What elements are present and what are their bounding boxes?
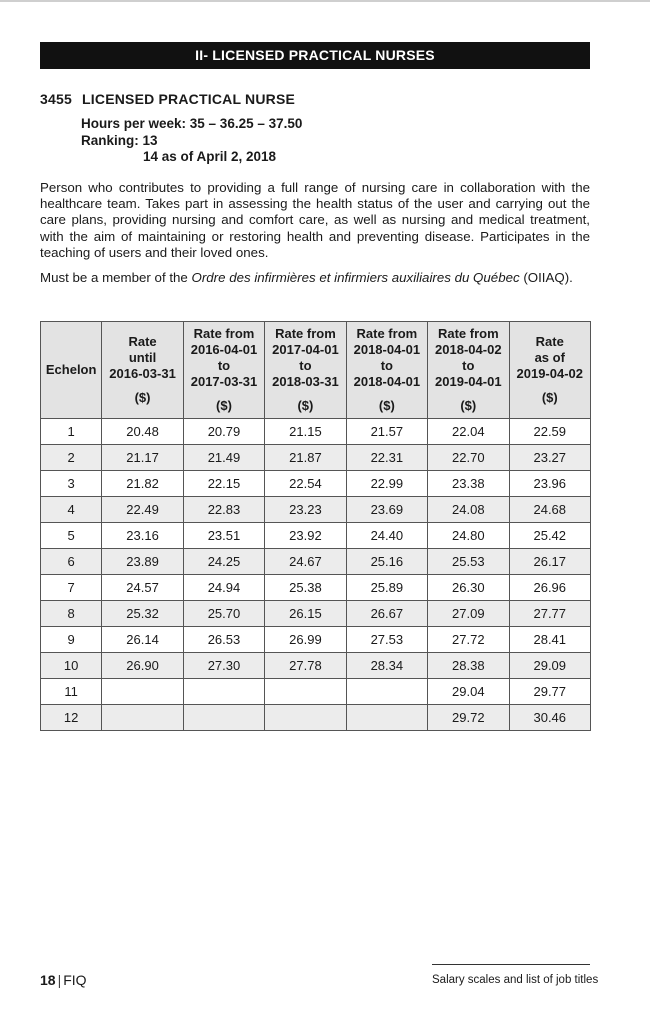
table-row bbox=[41, 445, 591, 471]
table-row bbox=[41, 419, 591, 445]
rate-cell: 25.16 bbox=[346, 549, 427, 575]
rate-cell: 23.89 bbox=[102, 549, 183, 575]
echelon-cell: 7 bbox=[41, 575, 102, 601]
rate-cell: 26.15 bbox=[265, 601, 346, 627]
echelon-cell: 12 bbox=[41, 705, 102, 731]
header-line: Rate bbox=[535, 334, 564, 349]
rate-cell: 24.57 bbox=[102, 575, 183, 601]
membership-order-name: Ordre des infirmières et infirmiers auxiliaires du Québec bbox=[191, 270, 520, 285]
rate-cell: 24.80 bbox=[428, 523, 509, 549]
rate-cell bbox=[102, 679, 183, 705]
rate-cell: 27.53 bbox=[346, 627, 427, 653]
rate-cell: 22.31 bbox=[346, 445, 427, 471]
echelon-cell: 10 bbox=[41, 653, 102, 679]
salary-rate-table bbox=[40, 321, 591, 731]
rate-cell: 29.72 bbox=[428, 705, 509, 731]
rate-cell: 23.69 bbox=[346, 497, 427, 523]
rate-cell: 20.48 bbox=[102, 419, 183, 445]
ranking: Ranking: 13 bbox=[81, 132, 158, 148]
header-unit: ($) bbox=[297, 398, 314, 413]
table-row bbox=[41, 549, 591, 575]
rate-cell: 22.59 bbox=[509, 419, 590, 445]
rate-cell: 23.27 bbox=[509, 445, 590, 471]
header-line: Rate from bbox=[437, 326, 499, 341]
rate-cell: 25.70 bbox=[183, 601, 264, 627]
header-line: Rate from bbox=[193, 326, 255, 341]
rate-cell: 26.99 bbox=[265, 627, 346, 653]
column-header-rate bbox=[428, 322, 509, 419]
rate-cell bbox=[183, 705, 264, 731]
rate-cell: 24.25 bbox=[183, 549, 264, 575]
document-title: Salary scales and list of job titles bbox=[432, 974, 599, 986]
job-code: 3455 bbox=[40, 91, 72, 107]
rate-cell: 23.23 bbox=[265, 497, 346, 523]
header-line: until bbox=[128, 350, 157, 365]
membership-suffix: (OIIAQ). bbox=[519, 270, 573, 285]
table-row bbox=[41, 497, 591, 523]
header-unit: ($) bbox=[134, 390, 151, 405]
table-row bbox=[41, 705, 591, 731]
rate-cell: 27.09 bbox=[428, 601, 509, 627]
rate-cell: 24.68 bbox=[509, 497, 590, 523]
header-line: 2018-04-01 bbox=[353, 374, 421, 389]
rate-cell: 25.42 bbox=[509, 523, 590, 549]
ranking-update: 14 as of April 2, 2018 bbox=[143, 149, 277, 164]
echelon-cell: 3 bbox=[41, 471, 102, 497]
rate-cell: 22.54 bbox=[265, 471, 346, 497]
echelon-cell: 11 bbox=[41, 679, 102, 705]
header-line: 2016-03-31 bbox=[109, 366, 176, 381]
rate-cell: 23.38 bbox=[428, 471, 509, 497]
job-heading bbox=[40, 91, 301, 107]
rate-cell: 25.89 bbox=[346, 575, 427, 601]
header-line: 2019-04-02 bbox=[516, 366, 583, 381]
rate-cell: 24.40 bbox=[346, 523, 427, 549]
rate-cell: 22.99 bbox=[346, 471, 427, 497]
table-row bbox=[41, 627, 591, 653]
rate-cell: 24.94 bbox=[183, 575, 264, 601]
rate-cell: 29.09 bbox=[509, 653, 590, 679]
column-header-rate bbox=[509, 322, 590, 419]
rate-cell: 23.96 bbox=[509, 471, 590, 497]
table-row bbox=[41, 601, 591, 627]
rate-cell: 28.41 bbox=[509, 627, 590, 653]
header-line: Rate bbox=[128, 334, 157, 349]
rate-cell: 21.87 bbox=[265, 445, 346, 471]
rate-cell: 27.78 bbox=[265, 653, 346, 679]
column-header-rate bbox=[183, 322, 264, 419]
echelon-cell: 4 bbox=[41, 497, 102, 523]
table-header-row bbox=[41, 322, 591, 419]
rate-cell: 22.70 bbox=[428, 445, 509, 471]
rate-cell: 26.53 bbox=[183, 627, 264, 653]
rate-cell: 30.46 bbox=[509, 705, 590, 731]
rate-cell: 25.32 bbox=[102, 601, 183, 627]
rate-cell bbox=[183, 679, 264, 705]
membership-prefix: Must be a member of the bbox=[40, 270, 192, 285]
header-line: 2017-04-01 bbox=[272, 342, 339, 357]
column-header-echelon: Echelon bbox=[41, 322, 102, 419]
rate-cell bbox=[265, 705, 346, 731]
column-header-rate bbox=[265, 322, 346, 419]
rate-cell: 21.15 bbox=[265, 419, 346, 445]
header-line: Rate from bbox=[356, 326, 418, 341]
rate-cell: 23.51 bbox=[183, 523, 264, 549]
membership-requirement bbox=[40, 270, 590, 286]
table-row bbox=[41, 679, 591, 705]
rate-cell: 29.77 bbox=[509, 679, 590, 705]
section-banner: II- LICENSED PRACTICAL NURSES bbox=[40, 42, 590, 69]
rate-cell: 26.30 bbox=[428, 575, 509, 601]
table-row bbox=[41, 523, 591, 549]
footer-separator: | bbox=[57, 972, 62, 988]
rate-cell: 27.72 bbox=[428, 627, 509, 653]
job-title: LICENSED PRACTICAL NURSE bbox=[82, 91, 296, 107]
rate-cell: 23.16 bbox=[102, 523, 183, 549]
top-edge-rule bbox=[0, 0, 650, 2]
hours-per-week: Hours per week: 35 – 36.25 – 37.50 bbox=[81, 116, 303, 131]
rate-cell bbox=[265, 679, 346, 705]
header-line: 2018-04-01 bbox=[353, 342, 421, 357]
table-row bbox=[41, 471, 591, 497]
header-unit: ($) bbox=[378, 398, 395, 413]
page-footer-left bbox=[40, 972, 87, 988]
rate-cell: 23.92 bbox=[265, 523, 346, 549]
rate-cell: 21.49 bbox=[183, 445, 264, 471]
rate-cell: 26.96 bbox=[509, 575, 590, 601]
rate-cell: 24.67 bbox=[265, 549, 346, 575]
table-row bbox=[41, 575, 591, 601]
job-description: Person who contributes to providing a full range of nursing care in collaboration with the healthcare team. Takes part in assessing the health status of the user and carrying out the care plans, providing nursing and comfort care, as well as nursing and medical treatment, with the aim of maintaining or restoring health and preventing disease. Participates in the teaching of users and their loved ones. bbox=[40, 180, 590, 260]
header-line: 2018-04-02 bbox=[435, 342, 502, 357]
rate-cell: 27.30 bbox=[183, 653, 264, 679]
rate-cell: 21.57 bbox=[346, 419, 427, 445]
rate-cell: 22.15 bbox=[183, 471, 264, 497]
header-line: as of bbox=[534, 350, 565, 365]
header-unit: ($) bbox=[460, 398, 477, 413]
column-header-rate bbox=[346, 322, 427, 419]
rate-cell bbox=[346, 679, 427, 705]
rate-cell: 26.17 bbox=[509, 549, 590, 575]
rate-cell: 21.82 bbox=[102, 471, 183, 497]
header-line: to bbox=[380, 358, 393, 373]
echelon-cell: 2 bbox=[41, 445, 102, 471]
rate-cell: 22.04 bbox=[428, 419, 509, 445]
rate-cell bbox=[346, 705, 427, 731]
header-line: 2018-03-31 bbox=[272, 374, 339, 389]
job-meta bbox=[81, 116, 302, 166]
header-line: 2016-04-01 bbox=[190, 342, 258, 357]
rate-cell: 29.04 bbox=[428, 679, 509, 705]
rate-cell: 21.17 bbox=[102, 445, 183, 471]
echelon-cell: 8 bbox=[41, 601, 102, 627]
rate-cell: 22.83 bbox=[183, 497, 264, 523]
rate-cell: 24.08 bbox=[428, 497, 509, 523]
header-line: 2019-04-01 bbox=[435, 374, 502, 389]
rate-cell: 28.34 bbox=[346, 653, 427, 679]
rate-cell: 20.79 bbox=[183, 419, 264, 445]
echelon-cell: 1 bbox=[41, 419, 102, 445]
header-line: 2017-03-31 bbox=[190, 374, 258, 389]
header-line: to bbox=[217, 358, 231, 373]
header-line: to bbox=[299, 358, 312, 373]
rate-cell: 25.53 bbox=[428, 549, 509, 575]
rate-cell: 26.67 bbox=[346, 601, 427, 627]
echelon-cell: 5 bbox=[41, 523, 102, 549]
rate-cell: 25.38 bbox=[265, 575, 346, 601]
table-body bbox=[41, 419, 591, 731]
rate-cell: 26.14 bbox=[102, 627, 183, 653]
header-line: Rate from bbox=[275, 326, 336, 341]
header-unit: ($) bbox=[216, 398, 232, 413]
table-row bbox=[41, 653, 591, 679]
page-number: 18 bbox=[40, 972, 56, 988]
rate-cell: 28.38 bbox=[428, 653, 509, 679]
rate-cell: 26.90 bbox=[102, 653, 183, 679]
rate-cell: 22.49 bbox=[102, 497, 183, 523]
header-unit: ($) bbox=[541, 390, 558, 405]
column-header-rate bbox=[102, 322, 183, 419]
rate-cell bbox=[102, 705, 183, 731]
header-line: to bbox=[462, 358, 475, 373]
rate-cell: 27.77 bbox=[509, 601, 590, 627]
publisher: FIQ bbox=[63, 972, 87, 988]
echelon-cell: 6 bbox=[41, 549, 102, 575]
footer-rule bbox=[432, 964, 590, 965]
echelon-cell: 9 bbox=[41, 627, 102, 653]
